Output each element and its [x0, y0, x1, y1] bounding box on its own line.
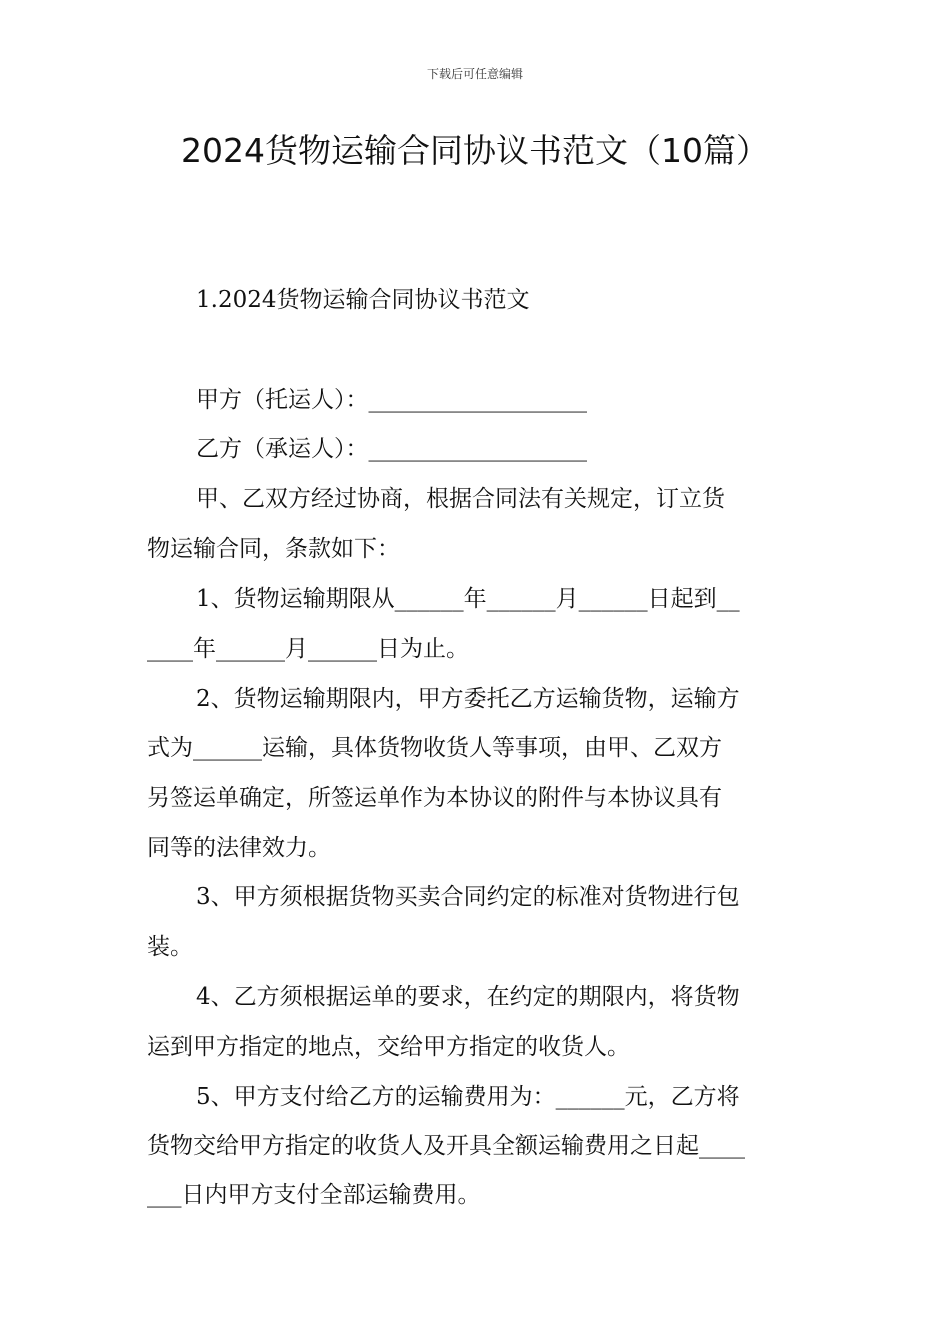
- section-heading: 1.2024货物运输合同协议书范文: [196, 287, 530, 313]
- paragraph-line: 甲、乙双方经过协商，根据合同法有关规定，订立货: [196, 486, 725, 512]
- party-b-line: 乙方（承运人）：___________________: [196, 436, 587, 462]
- clause-2-line: 式为______运输，具体货物收货人等事项，由甲、乙双方: [147, 735, 722, 761]
- party-a-line: 甲方（托运人）：___________________: [196, 387, 587, 413]
- clause-4-line: 运到甲方指定的地点，交给甲方指定的收货人。: [147, 1034, 630, 1060]
- clause-2-line: 同等的法律效力。: [147, 835, 331, 861]
- clause-3-line: 装。: [147, 934, 193, 960]
- clause-1-line: 1、货物运输期限从______年______月______日起到__: [196, 586, 740, 612]
- clause-5-line: 货物交给甲方指定的收货人及开具全额运输费用之日起____: [147, 1133, 745, 1159]
- clause-2-line: 另签运单确定，所签运单作为本协议的附件与本协议具有: [147, 785, 722, 811]
- header-note: 下载后可任意编辑: [426, 67, 523, 81]
- clause-5-line: 5、甲方支付给乙方的运输费用为：______元，乙方将: [196, 1084, 740, 1110]
- paragraph-line: 物运输合同，条款如下：: [147, 536, 400, 562]
- clause-2-line: 2、货物运输期限内，甲方委托乙方运输货物，运输方: [196, 686, 740, 712]
- document-title: 2024货物运输合同协议书范文（10篇）: [181, 131, 769, 170]
- clause-5-line: ___日内甲方支付全部运输费用。: [147, 1182, 481, 1208]
- clause-4-line: 4、乙方须根据运单的要求，在约定的期限内，将货物: [196, 984, 740, 1010]
- clause-1-line: ____年______月______日为止。: [147, 636, 469, 662]
- clause-3-line: 3、甲方须根据货物买卖合同约定的标准对货物进行包: [196, 884, 740, 910]
